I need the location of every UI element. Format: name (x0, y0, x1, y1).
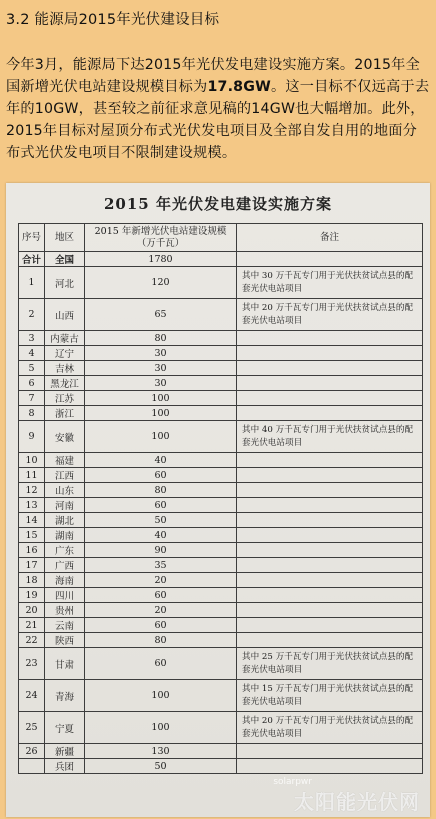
row-no: 26 (19, 744, 45, 759)
row-no: 14 (19, 513, 45, 528)
header-no: 序号 (19, 224, 45, 252)
row-value: 60 (85, 648, 237, 680)
watermark-small: solarpwr (273, 777, 312, 787)
row-no: 23 (19, 648, 45, 680)
row-no: 13 (19, 498, 45, 513)
table-row (19, 468, 423, 483)
row-note (237, 468, 423, 483)
row-region: 河北 (45, 267, 85, 299)
row-no: 16 (19, 543, 45, 558)
row-region: 陕西 (45, 633, 85, 648)
table-row (19, 406, 423, 421)
row-value: 50 (85, 759, 237, 774)
row-note (237, 618, 423, 633)
table-header-row (19, 224, 423, 252)
row-region: 福建 (45, 453, 85, 468)
row-no: 4 (19, 346, 45, 361)
row-note: 其中 30 万千瓦专门用于光伏扶贫试点县的配套光伏电站项目 (237, 267, 423, 299)
row-note (237, 406, 423, 421)
paragraph-text-1: 今年3月，能源局下达2015年光伏发电建设实施方案。2015年全国新增光伏电站建设规模目标为 (6, 57, 420, 95)
row-note (237, 391, 423, 406)
row-region: 青海 (45, 680, 85, 712)
row-no: 1 (19, 267, 45, 299)
row-note: 其中 40 万千瓦专门用于光伏扶贫试点县的配套光伏电站项目 (237, 421, 423, 453)
paragraph-text-2: 。这一目标不仅远高于去年的10GW，甚至较之前征求意见稿的14GW也大幅增加。此外，2015年目标对屋顶分布式光伏发电项目及全部自发自用的地面分布式光伏发电项目不限制建设规模。 (6, 79, 430, 161)
row-note (237, 588, 423, 603)
watermark: 太阳能光伏网 (294, 790, 420, 814)
table-row (19, 498, 423, 513)
row-region: 山东 (45, 483, 85, 498)
row-value: 60 (85, 588, 237, 603)
row-no: 25 (19, 712, 45, 744)
row-no: 20 (19, 603, 45, 618)
row-no: 15 (19, 528, 45, 543)
table-row (19, 680, 423, 712)
row-region: 甘肃 (45, 648, 85, 680)
row-region: 浙江 (45, 406, 85, 421)
table-row (19, 588, 423, 603)
row-value: 40 (85, 453, 237, 468)
table-row (19, 299, 423, 331)
row-value: 120 (85, 267, 237, 299)
table-row (19, 712, 423, 744)
header-region: 地区 (45, 224, 85, 252)
row-no: 22 (19, 633, 45, 648)
total-note (237, 252, 423, 267)
row-region: 安徽 (45, 421, 85, 453)
table-row (19, 744, 423, 759)
row-note (237, 759, 423, 774)
total-label: 合计 (19, 252, 45, 267)
table-row (19, 346, 423, 361)
paragraph-highlight: 17.8GW (207, 79, 271, 95)
row-region: 广西 (45, 558, 85, 573)
table-row (19, 267, 423, 299)
table-total-row (19, 252, 423, 267)
row-region: 云南 (45, 618, 85, 633)
row-note (237, 361, 423, 376)
row-value: 100 (85, 712, 237, 744)
row-note: 其中 20 万千瓦专门用于光伏扶贫试点县的配套光伏电站项目 (237, 712, 423, 744)
row-note: 其中 20 万千瓦专门用于光伏扶贫试点县的配套光伏电站项目 (237, 299, 423, 331)
row-note (237, 744, 423, 759)
table-row (19, 573, 423, 588)
row-region: 贵州 (45, 603, 85, 618)
total-region: 全国 (45, 252, 85, 267)
row-note: 其中 25 万千瓦专门用于光伏扶贫试点县的配套光伏电站项目 (237, 648, 423, 680)
row-region: 山西 (45, 299, 85, 331)
row-region: 广东 (45, 543, 85, 558)
row-note (237, 376, 423, 391)
row-region: 吉林 (45, 361, 85, 376)
row-region: 湖北 (45, 513, 85, 528)
table-row (19, 361, 423, 376)
row-no: 5 (19, 361, 45, 376)
row-no: 6 (19, 376, 45, 391)
table-row (19, 453, 423, 468)
table-body (19, 267, 423, 774)
row-value: 40 (85, 528, 237, 543)
intro-paragraph (6, 54, 430, 164)
row-region: 宁夏 (45, 712, 85, 744)
header-scale: 2015 年新增光伏电站建设规模（万千瓦） (85, 224, 237, 252)
row-note: 其中 15 万千瓦专门用于光伏扶贫试点县的配套光伏电站项目 (237, 680, 423, 712)
row-note (237, 573, 423, 588)
row-no: 11 (19, 468, 45, 483)
row-no: 21 (19, 618, 45, 633)
row-value: 130 (85, 744, 237, 759)
row-value: 60 (85, 468, 237, 483)
table-row (19, 483, 423, 498)
row-region: 江苏 (45, 391, 85, 406)
table-row (19, 633, 423, 648)
row-note (237, 453, 423, 468)
row-region: 湖南 (45, 528, 85, 543)
table-row (19, 543, 423, 558)
total-value: 1780 (85, 252, 237, 267)
row-region: 江西 (45, 468, 85, 483)
table-row (19, 603, 423, 618)
section-heading: 3.2 能源局2015年光伏建设目标 (6, 12, 220, 28)
table-row (19, 421, 423, 453)
row-no: 12 (19, 483, 45, 498)
row-value: 60 (85, 498, 237, 513)
row-value: 100 (85, 680, 237, 712)
row-no: 7 (19, 391, 45, 406)
row-note (237, 633, 423, 648)
row-no: 9 (19, 421, 45, 453)
row-no: 19 (19, 588, 45, 603)
table-row (19, 513, 423, 528)
row-region: 内蒙古 (45, 331, 85, 346)
table-row (19, 376, 423, 391)
row-no: 8 (19, 406, 45, 421)
row-note (237, 528, 423, 543)
row-value: 80 (85, 331, 237, 346)
document-photo (6, 183, 430, 817)
table-row (19, 618, 423, 633)
row-value: 20 (85, 573, 237, 588)
row-note (237, 498, 423, 513)
row-region: 黑龙江 (45, 376, 85, 391)
row-note (237, 483, 423, 498)
row-no: 24 (19, 680, 45, 712)
row-no: 3 (19, 331, 45, 346)
row-no: 2 (19, 299, 45, 331)
table-row (19, 648, 423, 680)
row-note (237, 558, 423, 573)
row-value: 60 (85, 618, 237, 633)
table-row (19, 759, 423, 774)
row-region: 海南 (45, 573, 85, 588)
row-no: 17 (19, 558, 45, 573)
row-value: 50 (85, 513, 237, 528)
row-value: 30 (85, 376, 237, 391)
row-value: 80 (85, 633, 237, 648)
row-value: 30 (85, 361, 237, 376)
row-value: 80 (85, 483, 237, 498)
header-note: 备注 (237, 224, 423, 252)
row-no (19, 759, 45, 774)
row-note (237, 513, 423, 528)
row-value: 100 (85, 391, 237, 406)
row-value: 100 (85, 421, 237, 453)
plan-table (18, 223, 423, 774)
row-value: 30 (85, 346, 237, 361)
document-title: 2015 年光伏发电建设实施方案 (104, 195, 332, 213)
row-value: 65 (85, 299, 237, 331)
table-row (19, 391, 423, 406)
row-no: 18 (19, 573, 45, 588)
row-note (237, 543, 423, 558)
row-note (237, 603, 423, 618)
row-value: 20 (85, 603, 237, 618)
row-region: 兵团 (45, 759, 85, 774)
row-region: 辽宁 (45, 346, 85, 361)
row-value: 35 (85, 558, 237, 573)
row-value: 90 (85, 543, 237, 558)
table-row (19, 331, 423, 346)
row-no: 10 (19, 453, 45, 468)
table-row (19, 558, 423, 573)
row-note (237, 331, 423, 346)
row-note (237, 346, 423, 361)
row-region: 新疆 (45, 744, 85, 759)
row-region: 四川 (45, 588, 85, 603)
table-row (19, 528, 423, 543)
row-value: 100 (85, 406, 237, 421)
row-region: 河南 (45, 498, 85, 513)
